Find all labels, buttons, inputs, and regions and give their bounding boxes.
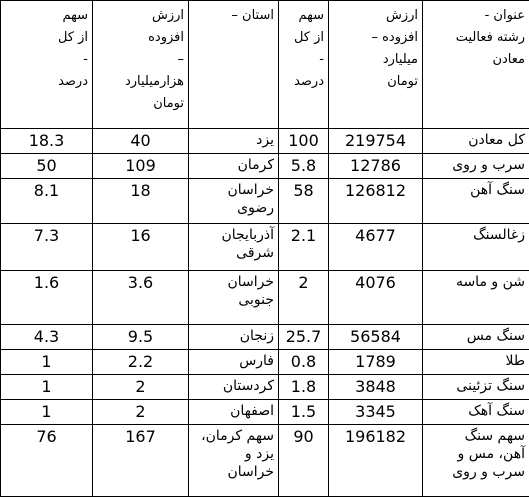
province-value-cell: 2 <box>93 375 189 400</box>
table-row <box>1 425 529 497</box>
province-share-cell: 7.3 <box>1 224 93 271</box>
province-share-cell: 18.3 <box>1 129 93 154</box>
province-cell: زنجان <box>189 325 279 350</box>
activity-cell: سهم سنگ آهن، مس و سرب و روی <box>423 425 529 497</box>
activity-cell: سرب و روی <box>423 154 529 179</box>
header-value-added-billion: ارزش افزوده – میلیارد تومان <box>329 1 423 129</box>
province-value-cell: 109 <box>93 154 189 179</box>
province-cell: خراسان جنوبی <box>189 271 279 325</box>
province-value-cell: 9.5 <box>93 325 189 350</box>
share-cell: 5.8 <box>279 154 329 179</box>
share-cell: 1.5 <box>279 400 329 425</box>
table-row <box>1 179 529 224</box>
table-row <box>1 154 529 179</box>
value-cell: 12786 <box>329 154 423 179</box>
province-share-cell: 1 <box>1 375 93 400</box>
province-cell: فارس <box>189 350 279 375</box>
province-cell: اصفهان <box>189 400 279 425</box>
table-row <box>1 350 529 375</box>
province-cell: آذربایجان شرقی <box>189 224 279 271</box>
activity-cell: سنگ تزئینی <box>423 375 529 400</box>
province-cell: یزد <box>189 129 279 154</box>
value-cell: 196182 <box>329 425 423 497</box>
province-share-cell: 4.3 <box>1 325 93 350</box>
province-value-cell: 2.2 <box>93 350 189 375</box>
value-cell: 126812 <box>329 179 423 224</box>
table-row <box>1 325 529 350</box>
table-row <box>1 400 529 425</box>
province-cell: کرمان <box>189 154 279 179</box>
value-cell: 56584 <box>329 325 423 350</box>
province-value-cell: 2 <box>93 400 189 425</box>
province-cell: خراسان رضوی <box>189 179 279 224</box>
province-share-cell: 76 <box>1 425 93 497</box>
share-cell: 58 <box>279 179 329 224</box>
share-cell: 90 <box>279 425 329 497</box>
province-share-cell: 1.6 <box>1 271 93 325</box>
share-cell: 2.1 <box>279 224 329 271</box>
activity-cell: سنگ مس <box>423 325 529 350</box>
value-cell: 219754 <box>329 129 423 154</box>
header-share-province: سهم از کل - درصد <box>1 1 93 129</box>
table-row <box>1 375 529 400</box>
header-share-activity: سهم از کل - درصد <box>279 1 329 129</box>
province-value-cell: 167 <box>93 425 189 497</box>
province-value-cell: 16 <box>93 224 189 271</box>
value-cell: 4677 <box>329 224 423 271</box>
value-cell: 1789 <box>329 350 423 375</box>
province-cell: سهم کرمان، یزد و خراسان <box>189 425 279 497</box>
header-activity: عنوان - رشته فعالیت معادن <box>423 1 529 129</box>
header-value-added-thousand-billion: ارزش افزوده – هزارمیلیارد تومان <box>93 1 189 129</box>
value-cell: 3848 <box>329 375 423 400</box>
activity-cell: شن و ماسه <box>423 271 529 325</box>
activity-cell: سنگ آهن <box>423 179 529 224</box>
table-row <box>1 271 529 325</box>
province-share-cell: 50 <box>1 154 93 179</box>
province-cell: کردستان <box>189 375 279 400</box>
activity-cell: طلا <box>423 350 529 375</box>
activity-cell: زغالسنگ <box>423 224 529 271</box>
province-value-cell: 3.6 <box>93 271 189 325</box>
province-share-cell: 8.1 <box>1 179 93 224</box>
share-cell: 2 <box>279 271 329 325</box>
table-row <box>1 129 529 154</box>
header-province: استان – <box>189 1 279 129</box>
share-cell: 25.7 <box>279 325 329 350</box>
activity-cell: کل معادن <box>423 129 529 154</box>
province-share-cell: 1 <box>1 350 93 375</box>
activity-cell: سنگ آهک <box>423 400 529 425</box>
header-row <box>1 1 529 129</box>
share-cell: 100 <box>279 129 329 154</box>
share-cell: 0.8 <box>279 350 329 375</box>
table-row <box>1 224 529 271</box>
value-cell: 3345 <box>329 400 423 425</box>
province-value-cell: 18 <box>93 179 189 224</box>
share-cell: 1.8 <box>279 375 329 400</box>
province-value-cell: 40 <box>93 129 189 154</box>
province-share-cell: 1 <box>1 400 93 425</box>
value-cell: 4076 <box>329 271 423 325</box>
